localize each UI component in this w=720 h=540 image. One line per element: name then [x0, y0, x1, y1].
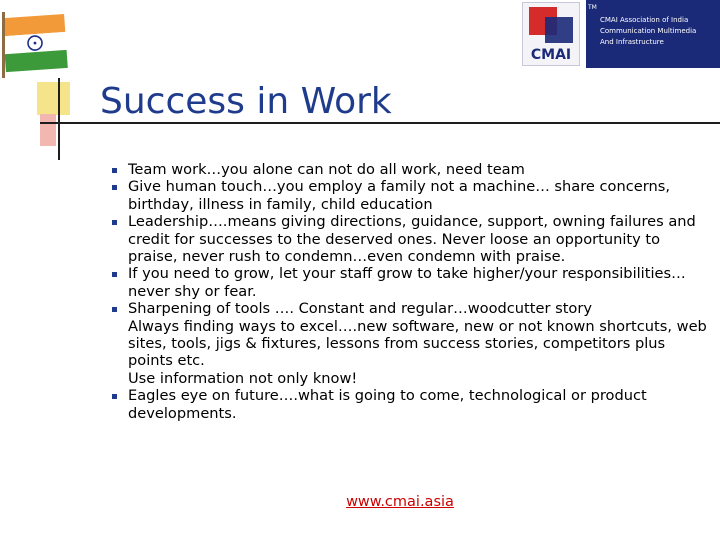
logo-line-3: And Infrastructure	[600, 38, 664, 46]
bullet-text: If you need to grow, let your staff grow to take higher/your responsibilities…never shy or fear.	[128, 265, 686, 300]
accent-yellow-block	[37, 82, 70, 115]
cmai-logo	[520, 0, 720, 68]
bullet-item	[112, 387, 712, 422]
bullet-item	[112, 161, 712, 178]
india-flag-icon	[0, 8, 72, 78]
bullet-item	[112, 178, 712, 213]
bullet-square-icon	[112, 168, 117, 173]
bullet-item	[112, 300, 712, 387]
cmai-logo-text	[586, 0, 720, 68]
bullet-continuation: Use information not only know!	[128, 369, 358, 387]
bullet-text: Team work…you alone can not do all work, need team	[128, 161, 525, 178]
slide-title: Success in Work	[100, 81, 392, 122]
logo-line-2: Communication Multimedia	[600, 27, 697, 35]
bullet-square-icon	[112, 307, 117, 312]
bullet-text: Give human touch…you employ a family not a machine… share concerns, birthday, illness in family, child education	[128, 178, 670, 213]
accent-vertical-line	[58, 78, 60, 160]
bullet-square-icon	[112, 394, 117, 399]
cmai-emblem-icon	[523, 3, 579, 65]
cmai-logo-mark	[522, 2, 580, 66]
accent-pink-block	[40, 114, 56, 146]
bullet-square-icon	[112, 185, 117, 190]
bullet-item	[112, 213, 712, 265]
cmai-mark-text: CMAI	[530, 47, 572, 63]
bullet-text: Eagles eye on future….what is going to come, technological or product developments.	[128, 387, 647, 422]
bullet-text: Sharpening of tools …. Constant and regular…woodcutter story	[128, 300, 592, 318]
bullet-item	[112, 265, 712, 300]
bullet-text: Leadership….means giving directions, guidance, support, owning failures and credit for successes to the deserved ones. Never loose an opportunity to praise, never rush to condemn…even condemn with praise.	[128, 213, 696, 266]
bullet-continuation: Always finding ways to excel….new software, new or not known shortcuts, web sites, tools, jigs & fixtures, lessons from success stories, competitors plus points etc.	[128, 317, 707, 370]
logo-line-1: CMAI Association of India	[600, 16, 689, 24]
logo-tm: TM	[588, 4, 597, 11]
website-link[interactable]: www.cmai.asia	[346, 494, 454, 510]
bullet-square-icon	[112, 220, 117, 225]
bullet-square-icon	[112, 272, 117, 277]
bullet-list	[112, 161, 712, 422]
